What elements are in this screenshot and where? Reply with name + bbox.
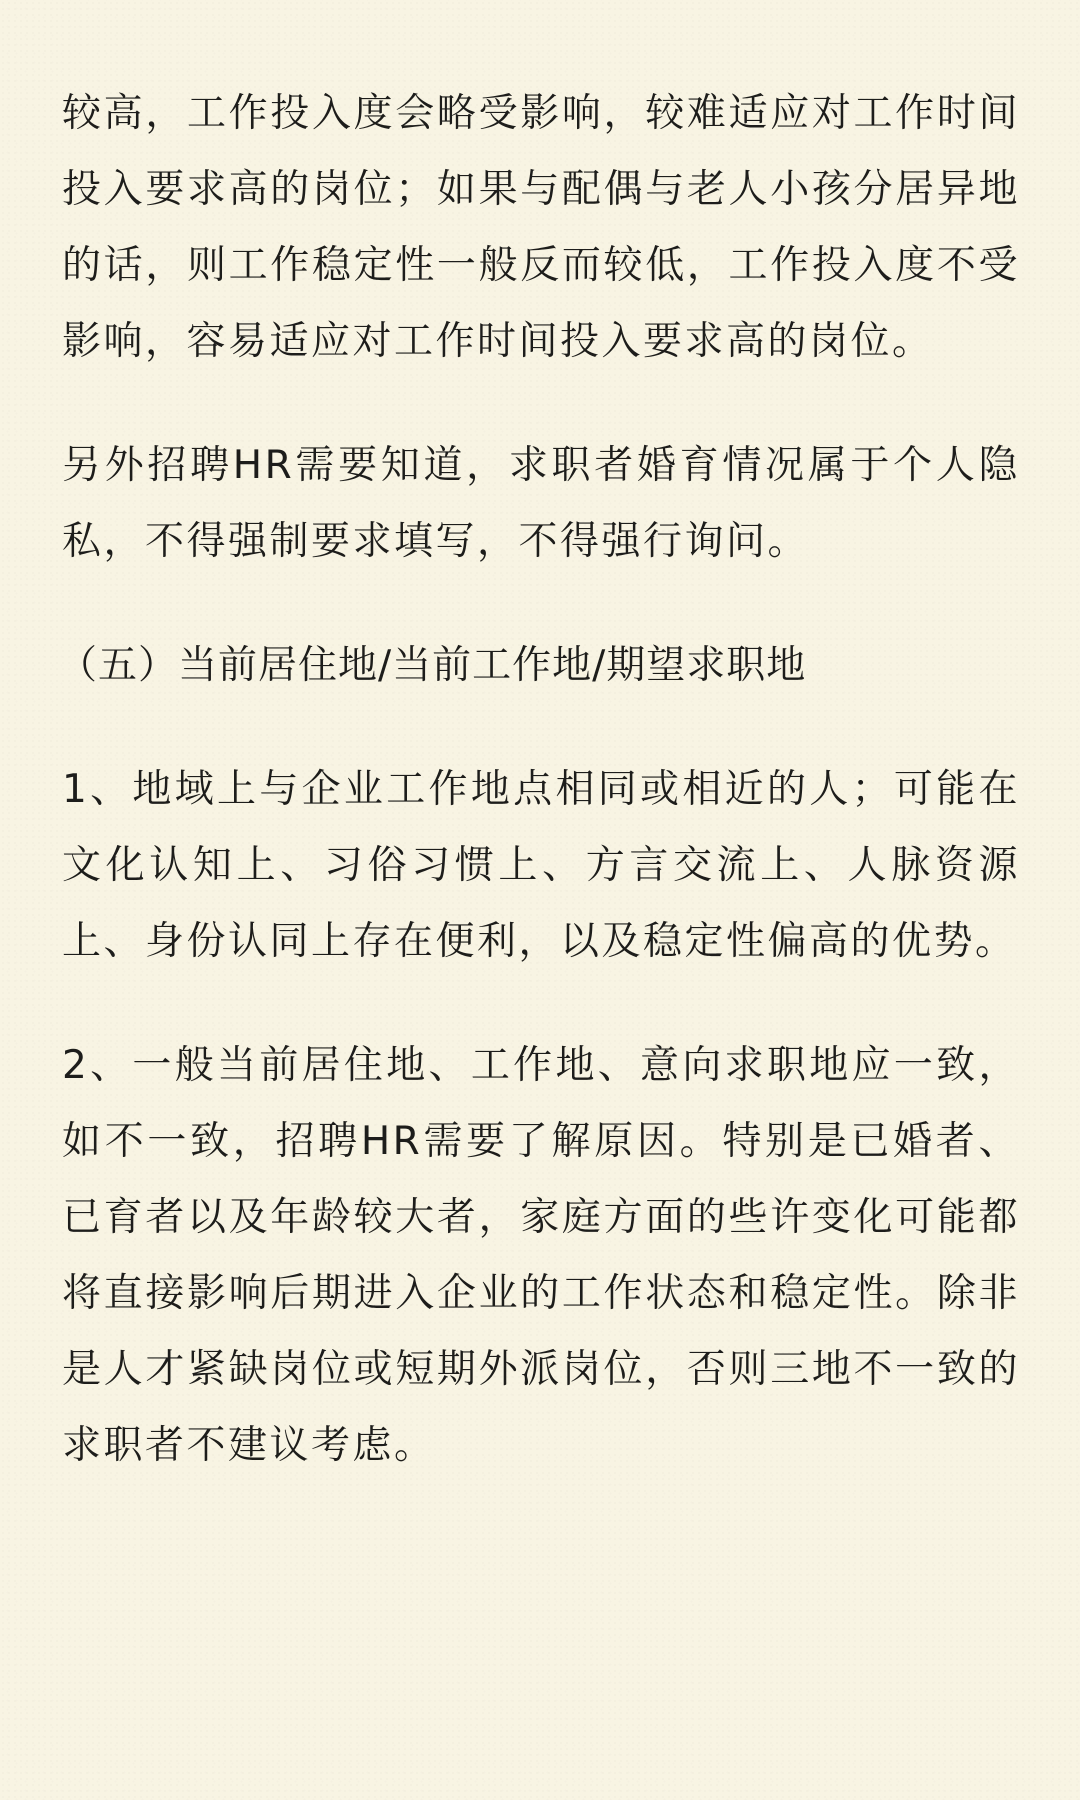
paragraph-point-2: 2、一般当前居住地、工作地、意向求职地应一致，如不一致，招聘HR需要了解原因。特别是已婚者、已育者以及年龄较大者，家庭方面的些许变化可能都将直接影响后期进入企业的工作状态和稳定性。除非是人才紧缺岗位或短期外派岗位，否则三地不一致的求职者不建议考虑。: [62, 1043, 1020, 1468]
paragraph-spacer: [62, 580, 1020, 628]
paragraph-spacer: [62, 980, 1020, 1028]
paragraph-point-1: 1、地域上与企业工作地点相同或相近的人；可能在文化认知上、习俗习惯上、方言交流上、人脉资源上、身份认同上存在便利，以及稳定性偏高的优势。: [62, 767, 1020, 964]
paragraph-spacer: [62, 704, 1020, 752]
paragraph-privacy-note: 另外招聘HR需要知道，求职者婚育情况属于个人隐私，不得强制要求填写，不得强行询问。: [62, 443, 1020, 564]
paragraph-spacer: [62, 380, 1020, 428]
section-heading: （五）当前居住地/当前工作地/期望求职地: [58, 643, 807, 688]
paragraph-work-commitment: 较高，工作投入度会略受影响，较难适应对工作时间投入要求高的岗位；如果与配偶与老人小孩分居异地的话，则工作稳定性一般反而较低，工作投入度不受影响，容易适应对工作时间投入要求高的岗位。: [62, 91, 1020, 364]
